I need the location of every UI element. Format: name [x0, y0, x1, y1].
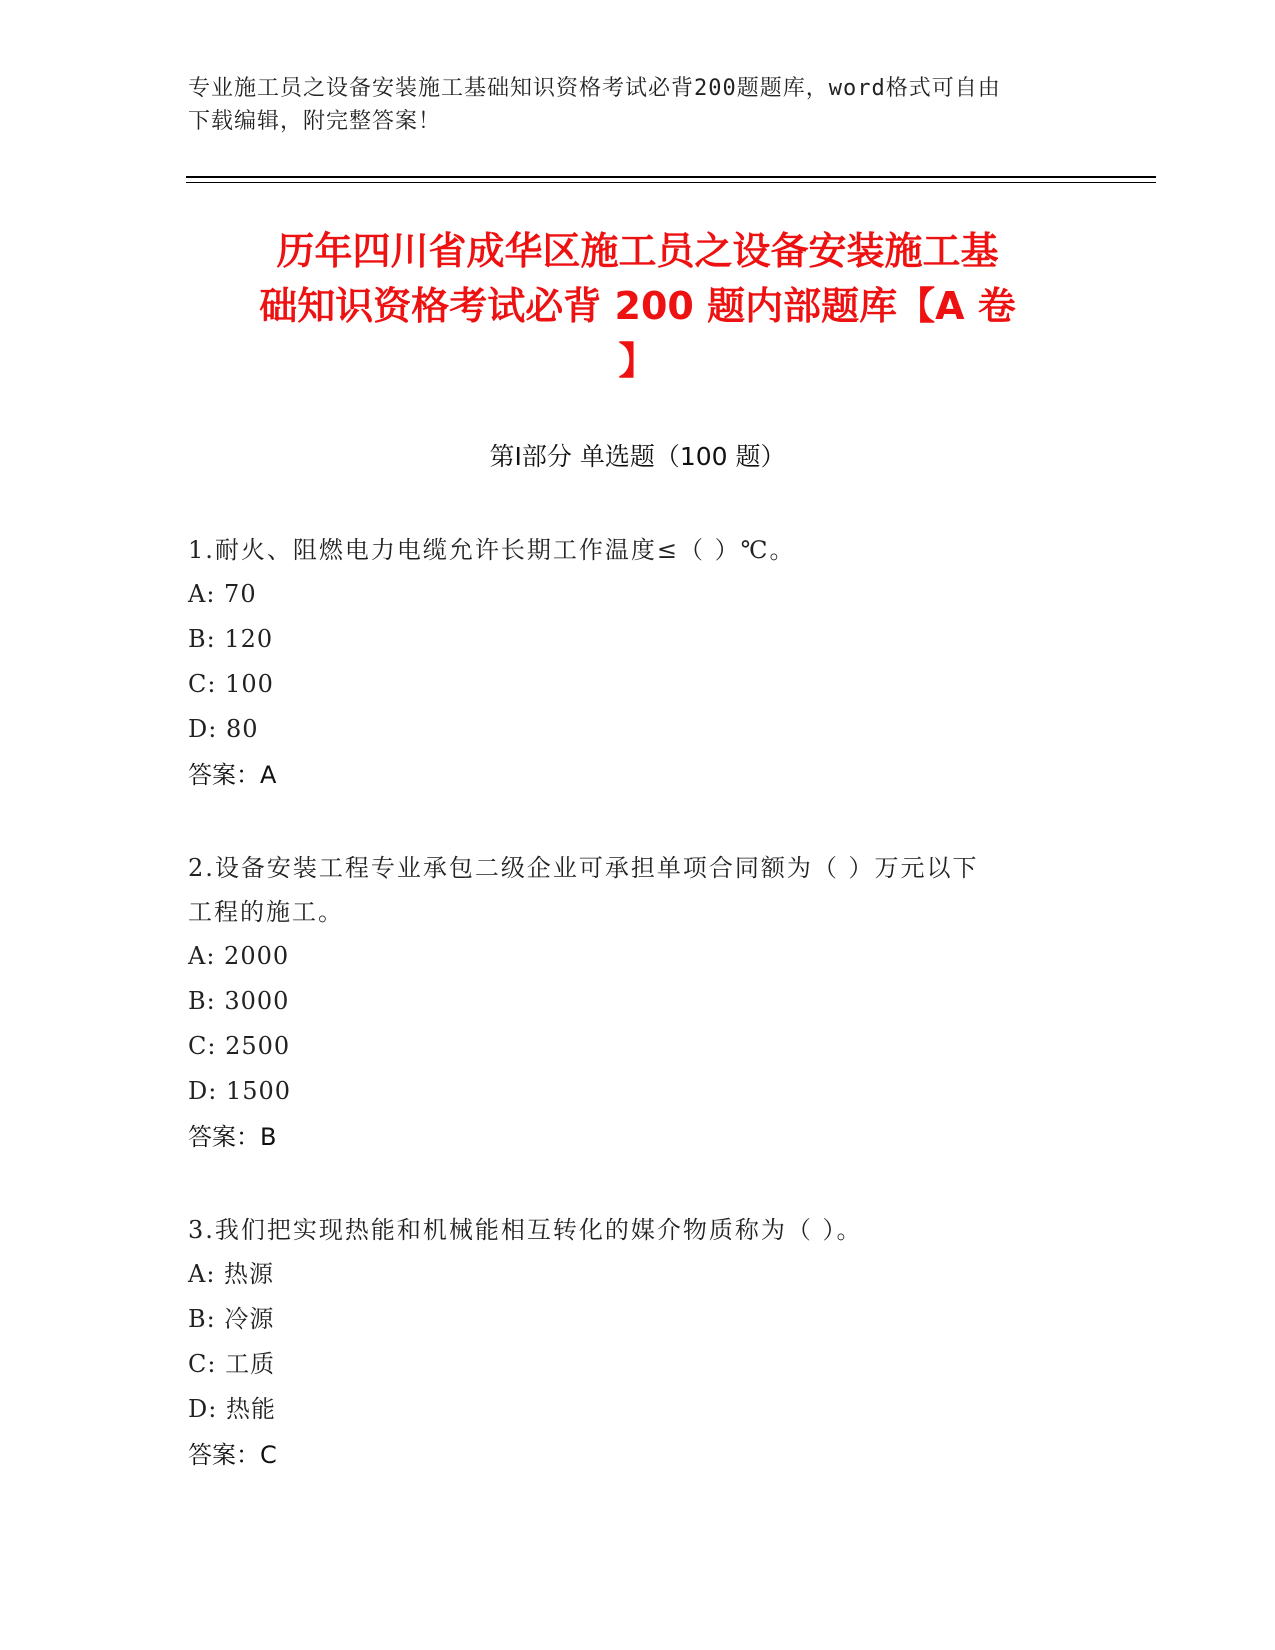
option-d: D: 80 — [188, 715, 259, 743]
option-d: D: 1500 — [188, 1077, 292, 1105]
question-2 — [188, 846, 1088, 1160]
option-a: A: 2000 — [188, 942, 290, 970]
option-c: C: 2500 — [188, 1032, 291, 1060]
question-stem: 3.我们把实现热能和机械能相互转化的媒介物质称为（ ）。 — [188, 1216, 863, 1244]
option-c: C: 100 — [188, 670, 274, 698]
option-b: B: 冷源 — [188, 1305, 275, 1333]
document-title-line-2: 础知识资格考试必背 200 题内部题库【A 卷 — [259, 284, 1016, 328]
header-note-line-2: 下载编辑，附完整答案！ — [188, 109, 442, 134]
section-heading: 第Ⅰ部分 单选题（100 题） — [489, 442, 786, 471]
option-d: D: 热能 — [188, 1395, 276, 1423]
option-a: A: 70 — [188, 580, 257, 608]
header-divider-thick — [186, 176, 1156, 178]
question-stem: 1.耐火、阻燃电力电缆允许长期工作温度≤（ ）℃。 — [188, 536, 796, 564]
option-b: B: 3000 — [188, 987, 290, 1015]
answer: 答案：A — [188, 761, 277, 789]
question-stem: 2.设备安装工程专业承包二级企业可承担单项合同额为（ ）万元以下 — [188, 854, 979, 882]
header-note — [188, 72, 1088, 138]
question-3 — [188, 1208, 1088, 1478]
document-title-line-3: 】 — [618, 339, 657, 383]
option-a: A: 热源 — [188, 1260, 275, 1288]
header-note-line-1: 专业施工员之设备安装施工基础知识资格考试必背200题题库，word格式可自由 — [188, 76, 1001, 101]
header-divider-thin — [186, 182, 1156, 183]
question-1 — [188, 528, 1088, 798]
document-title — [150, 224, 1125, 389]
option-b: B: 120 — [188, 625, 274, 653]
document-title-line-1: 历年四川省成华区施工员之设备安装施工基 — [276, 229, 999, 273]
answer: 答案：B — [188, 1123, 277, 1151]
question-stem-continued: 工程的施工。 — [188, 898, 344, 926]
answer: 答案：C — [188, 1441, 277, 1469]
option-c: C: 工质 — [188, 1350, 276, 1378]
